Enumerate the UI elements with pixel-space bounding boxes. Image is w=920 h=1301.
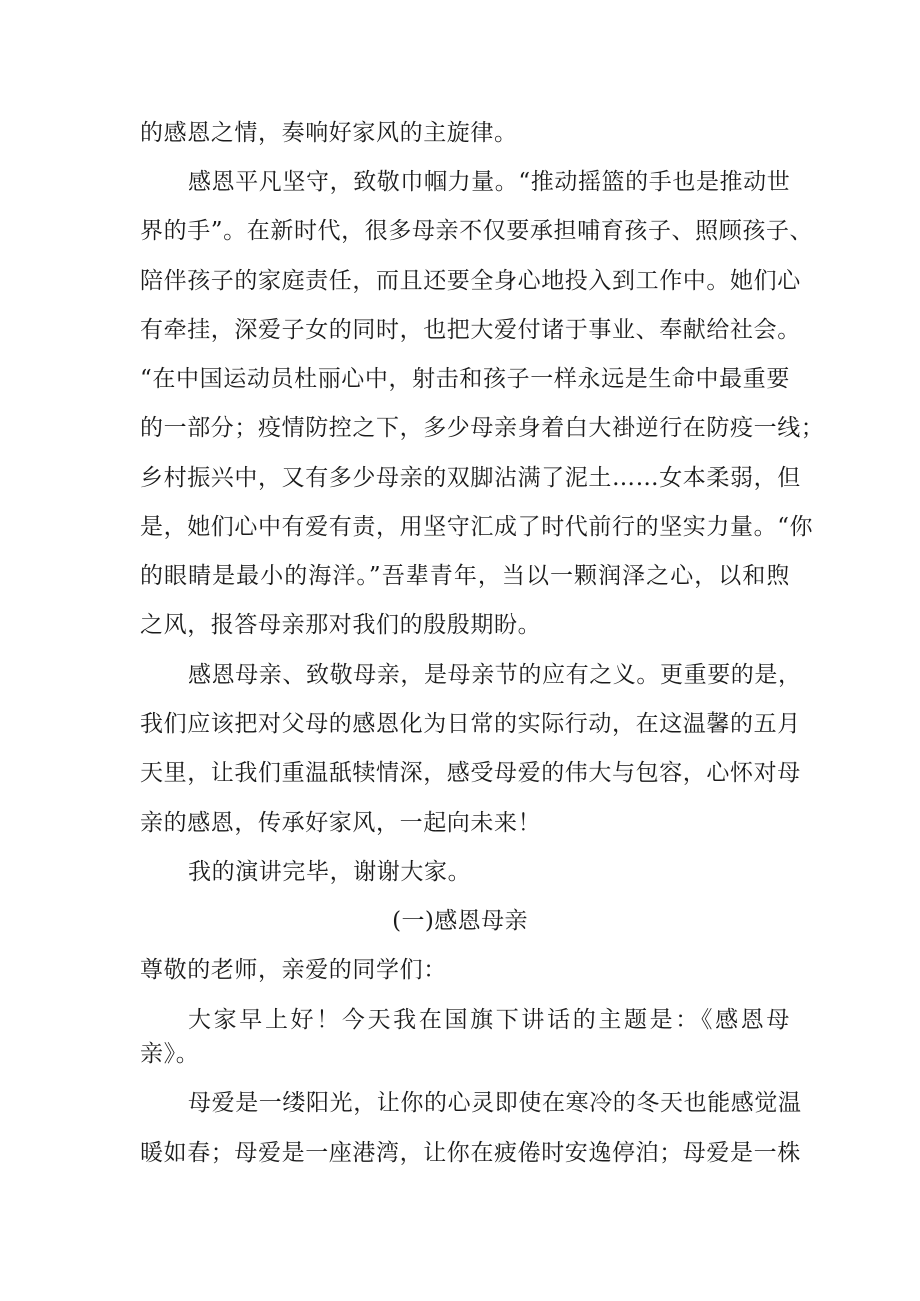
paragraph-first-line: 大家早上好！今天我在国旗下讲话的主题是：《感恩母 (188, 1007, 790, 1033)
section-heading: (一)感恩母亲 (392, 908, 528, 934)
text-line: 的感恩之情，奏响好家风的主旋律。 (140, 120, 518, 146)
text-line: 我们应该把对父母的感恩化为日常的实际行动，在这温馨的五月 (140, 711, 801, 737)
text-line: 之风，报答母亲那对我们的殷殷期盼。 (140, 612, 542, 638)
text-line: 的一部分；疫情防控之下，多少母亲身着白大褂逆行在防疫一线； (140, 415, 825, 441)
text-line: 是，她们心中有爱有责，用坚守汇成了时代前行的坚实力量。“你 (140, 514, 814, 540)
text-line: 界的手”。在新时代，很多母亲不仅要承担哺育孩子、照顾孩子、 (140, 218, 814, 244)
text-line: “在中国运动员杜丽心中，射击和孩子一样永远是生命中最重要 (140, 366, 790, 392)
paragraph-first-line: 感恩母亲、致敬母亲，是母亲节的应有之义。更重要的是， (188, 662, 802, 688)
text-line: 陪伴孩子的家庭责任，而且还要全身心地投入到工作中。她们心 (140, 268, 801, 294)
text-line: 有牵挂，深爱子女的同时，也把大爱付诸于事业、奉献给社会。 (140, 317, 801, 343)
paragraph-first-line: 感恩平凡坚守，致敬巾帼力量。“推动摇篮的手也是推动世 (188, 169, 791, 195)
text-line: 天里，让我们重温舐犊情深，感受母爱的伟大与包容，心怀对母 (140, 760, 801, 786)
text-line: 暖如春；母爱是一座港湾，让你在疲倦时安逸停泊；母爱是一株 (140, 1140, 801, 1166)
closing-line: 我的演讲完毕，谢谢大家。 (188, 859, 472, 885)
text-line: 乡村振兴中，又有多少母亲的双脚沾满了泥土……女本柔弱，但 (140, 465, 801, 491)
text-line: 的眼睛是最小的海洋。”吾辈青年，当以一颗润泽之心，以和煦 (140, 563, 790, 589)
salutation: 尊敬的老师，亲爱的同学们： (140, 957, 447, 983)
text-line: 亲的感恩，传承好家风，一起向未来！ (140, 810, 542, 836)
text-line: 亲》。 (140, 1041, 200, 1067)
paragraph-first-line: 母爱是一缕阳光，让你的心灵即使在寒冷的冬天也能感觉温 (188, 1090, 802, 1116)
